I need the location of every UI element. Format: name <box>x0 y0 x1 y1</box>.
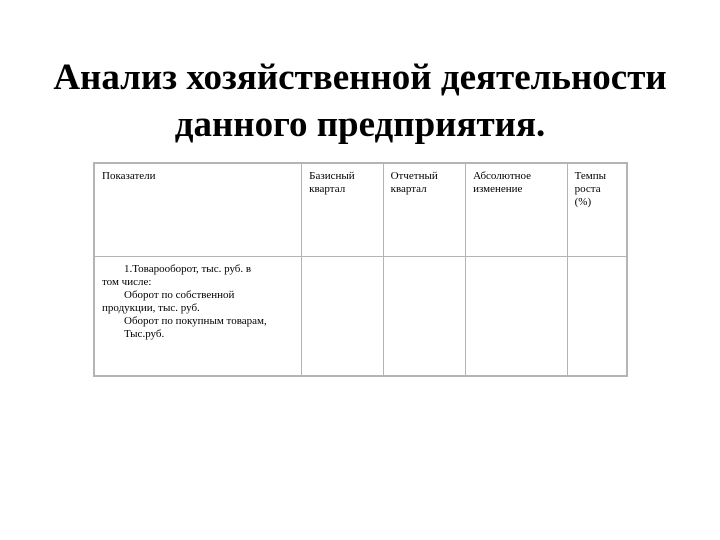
indicator-line: 1.Товарооборот, тыс. руб. в <box>124 263 252 275</box>
report-quarter-cell <box>383 257 465 377</box>
header-row <box>94 163 627 257</box>
header-growth-rate-line-2: роста <box>574 183 601 195</box>
header-growth-rate <box>567 163 627 257</box>
indicator-line: продукции, тыс. руб. <box>102 302 200 314</box>
analysis-table <box>93 162 628 377</box>
header-base-quarter <box>302 163 383 257</box>
header-growth-rate-line-1: Темпы <box>574 170 607 182</box>
title-line-1: Анализ хозяйственной деятельности <box>53 57 667 98</box>
header-report-quarter-line-2: квартал <box>390 183 427 195</box>
header-base-quarter-line-2: квартал <box>309 183 346 195</box>
absolute-change-cell <box>466 257 568 377</box>
indicator-line: Оборот по покупным товарам, <box>124 315 267 327</box>
header-absolute-change-line-2: изменение <box>473 183 523 195</box>
header-report-quarter <box>383 163 465 257</box>
header-report-quarter-line-1: Отчетный <box>390 170 438 182</box>
growth-rate-cell <box>567 257 627 377</box>
indicator-cell <box>94 257 302 377</box>
table-row <box>94 257 627 377</box>
header-indicators: Показатели <box>94 163 302 257</box>
title-line-2: данного предприятия. <box>174 104 546 145</box>
header-absolute-change-line-1: Абсолютное <box>473 170 532 182</box>
indicator-line: Тыс.руб. <box>124 328 165 340</box>
header-absolute-change <box>466 163 568 257</box>
header-growth-rate-line-3: (%) <box>574 196 592 208</box>
slide-title <box>0 54 720 148</box>
indicator-line: том числе: <box>102 276 152 288</box>
indicator-line: Оборот по собственной <box>124 289 235 301</box>
header-base-quarter-line-1: Базисный <box>309 170 355 182</box>
base-quarter-cell <box>302 257 383 377</box>
